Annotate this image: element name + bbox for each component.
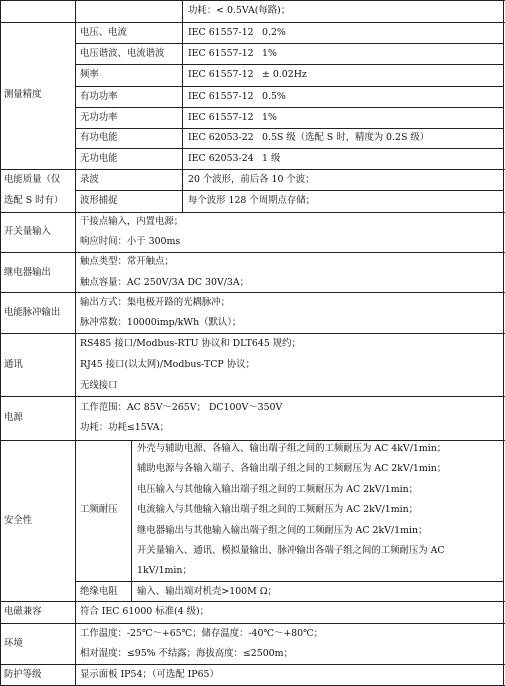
quality-item-name: 波形捕捉 [80, 195, 118, 206]
withstand-line: 外壳与辅助电源、各输入、输出端子组之间的工频耐压为 AC 4kV/1min； [137, 443, 447, 454]
accuracy-item-name: 频率 [80, 69, 99, 80]
top-power-text: 功耗：< 0.5VA(每路)； [188, 5, 291, 16]
pulse-output-line: 脉冲常数：10000imp/kWh（默认）； [80, 317, 242, 328]
accuracy-item-name: 无功功率 [80, 112, 118, 123]
power-supply-label: 电源 [4, 412, 23, 423]
protection-label: 防护等级 [4, 669, 42, 680]
accuracy-item-name: 有功功率 [80, 91, 118, 102]
accuracy-item-std: IEC 61557-12 [188, 69, 254, 80]
switch-input-line: 干接点输入，内置电源； [80, 216, 184, 227]
pulse-output-line: 输出方式：集电极开路的光耦脉冲； [80, 297, 231, 308]
withstand-line: 辅助电源与各输入端子、各输出端子组之间的工频耐压为 AC 2kV/1min； [137, 463, 447, 474]
accuracy-item-std: IEC 62053-24 [188, 153, 254, 164]
environment-line: 相对湿度：≤95% 不结露；海拔高度：≤2500m； [80, 648, 293, 659]
accuracy-item-value: 0.5% [262, 91, 286, 102]
relay-output-line: 触点类型：常开触点； [80, 256, 174, 267]
quality-item-name: 录波 [80, 174, 99, 185]
insulation-label: 绝缘电阻 [80, 586, 118, 597]
accuracy-item-name: 有功电能 [80, 132, 118, 143]
accuracy-item-std: IEC 61557-12 [188, 91, 254, 102]
power-supply-line: 功耗：功耗≤15VA； [80, 422, 169, 433]
quality-label-line: 电能质量（仅 [4, 174, 61, 185]
quality-label-line: 选配 S 时有） [4, 195, 64, 206]
quality-item-value: 每个波形 128 个周期点存储； [188, 195, 315, 206]
accuracy-item-std: IEC 62053-22 [188, 132, 254, 143]
accuracy-item-value: ± 0.02Hz [262, 69, 307, 80]
accuracy-item-value: 1% [262, 48, 277, 59]
relay-output-line: 触点容量：AC 250V/3A DC 30V/3A； [80, 277, 249, 288]
withstand-line: 电流输入与其他输入输出端子组之间的工频耐压为 AC 2kV/1min； [137, 504, 418, 515]
accuracy-item-std: IEC 61557-12 [188, 112, 254, 123]
withstand-line: 电压输入与其他输入输出端子组之间的工频耐压为 AC 2kV/1min； [137, 484, 418, 495]
safety-label: 安全性 [4, 515, 33, 526]
accuracy-item-value: 1 级 [262, 153, 281, 164]
withstand-line: 开关量输入、通讯、模拟量输出、脉冲输出各端子组之间的工频耐压为 AC [137, 545, 445, 556]
accuracy-item-value: 1% [262, 112, 277, 123]
insulation-value: 输入、输出端对机壳>100M Ω； [137, 586, 277, 597]
accuracy-item-std: IEC 61557-12 [188, 27, 254, 38]
environment-line: 工作温度：-25℃～+65℃；储存温度：-40℃～+80℃； [80, 628, 323, 639]
protection-value: 显示面板 IP54；（可选配 IP65） [80, 669, 219, 680]
accuracy-item-name: 电压谐波、电流谐波 [80, 48, 165, 59]
switch-input-line: 响应时间：小于 300ms [80, 236, 181, 247]
withstand-line: 1kV/1min； [137, 565, 192, 576]
pulse-output-label: 电能脉冲输出 [4, 307, 61, 318]
accuracy-item-value: 0.2% [262, 27, 286, 38]
accuracy-item-name: 无功电能 [80, 153, 118, 164]
withstand-label: 工频耐压 [80, 504, 118, 515]
accuracy-item-name: 电压、电流 [80, 27, 127, 38]
comm-line: RS485 接口/Modbus-RTU 协议和 DLT645 规约； [80, 338, 301, 349]
accuracy-label: 测量精度 [4, 89, 42, 100]
comm-line: RJ45 接口(以太网)/Modbus-TCP 协议； [80, 359, 255, 370]
comm-line: 无线接口 [80, 380, 118, 391]
emc-label: 电磁兼容 [4, 606, 42, 617]
withstand-line: 继电器输出与其他输入输出端子组之间的工频耐压为 AC 2kV/1min； [137, 525, 428, 536]
accuracy-item-std: IEC 61557-12 [188, 48, 254, 59]
relay-output-label: 继电器输出 [4, 267, 51, 278]
comm-label: 通讯 [4, 359, 23, 370]
switch-input-label: 开关量输入 [4, 226, 51, 237]
environment-label: 环境 [4, 638, 23, 649]
quality-item-value: 20 个波形，前后各 10 个波； [188, 174, 315, 185]
emc-value: 符合 IEC 61000 标准(4 级)； [80, 606, 209, 617]
power-supply-line: 工作范围：AC 85V～265V； DC100V～350V [80, 402, 283, 413]
accuracy-item-value: 0.5S 级（选配 S 时，精度为 0.2S 级） [262, 132, 430, 143]
